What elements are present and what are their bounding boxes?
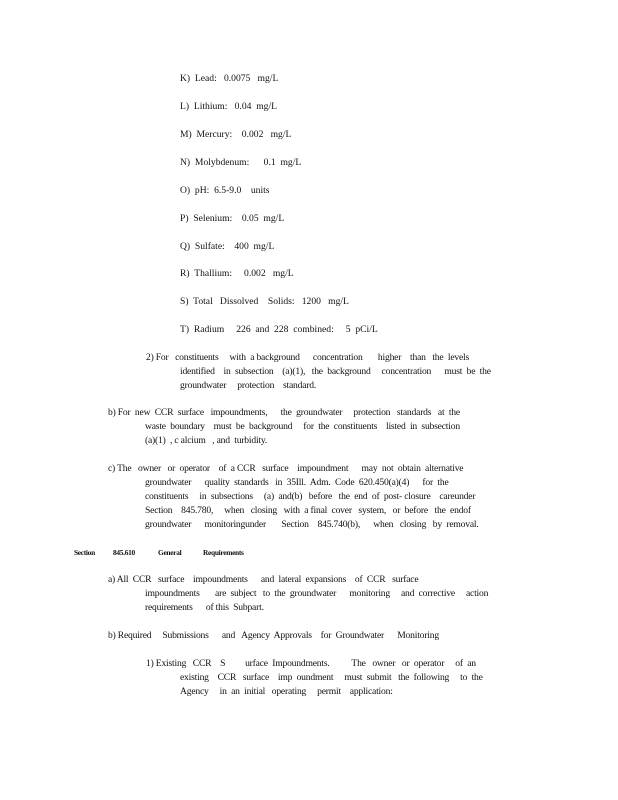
limit-ph: O) pH: 6.5-9.0 units — [180, 185, 270, 196]
paragraph-line: groundwater monitoringunder Section 845.740(b), when closing by removal. — [145, 519, 479, 530]
paragraph-line: waste boundary must be background for the constituents listed in subsection — [145, 421, 460, 432]
limit-molybdenum: N) Molybdenum: 0.1 mg/L — [180, 157, 302, 168]
paragraph-line: impoundments are subject to the groundwater monitoring and corrective action — [145, 588, 489, 599]
paragraph-line: existing CCR surface imp oundment must submit the following to the — [180, 672, 483, 683]
limit-mercury: M) Mercury: 0.002 mg/L — [180, 129, 292, 140]
paragraph-line: Section 845.780, when closing with a final cover system, or before the endof — [145, 505, 471, 516]
paragraph-line: 1) Existing CCR S urface Impoundments. The owner or operator of an — [146, 658, 476, 669]
section-title-word: Requirements — [203, 548, 244, 557]
limit-tds: S) Total Dissolved Solids: 1200 mg/L — [180, 296, 349, 307]
paragraph-line: Agency in an initial operating permit application: — [180, 686, 393, 697]
paragraph-line: 2) For constituents with a background concentration higher than the levels — [146, 352, 470, 363]
paragraph-line: a) All CCR surface impoundments and lateral expansions of CCR surface — [108, 574, 419, 585]
paragraph-line: requirements of this Subpart. — [145, 602, 264, 613]
limit-lithium: L) Lithium: 0.04 mg/L — [180, 101, 277, 112]
paragraph-line: identified in subsection (a)(1), the background concentration must be the — [180, 366, 491, 377]
section-number: 845.610 — [113, 548, 135, 557]
paragraph-line: (a)(1) , c alcium , and turbidity. — [145, 435, 268, 446]
limit-radium: T) Radium 226 and 228 combined: 5 pCi/L — [180, 324, 378, 335]
limit-selenium: P) Selenium: 0.05 mg/L — [180, 213, 285, 224]
paragraph-line: groundwater quality standards in 35Ill. Adm. Code 620.450(a)(4) for the — [145, 477, 449, 488]
section-paragraph-b: b) Required Submissions and Agency Approvals for Groundwater Monitoring — [108, 630, 439, 641]
limit-thallium: R) Thallium: 0.002 mg/L — [180, 268, 294, 279]
paragraph-line: b) For new CCR surface impoundments, the groundwater protection standards at the — [108, 407, 460, 418]
section-label: Section — [74, 548, 95, 557]
paragraph-line: constituents in subsections (a) and(b) before the end of post- closure careunder — [145, 491, 476, 502]
paragraph-line: c) The owner or operator of a CCR surface impoundment may not obtain alternative — [108, 463, 464, 474]
limit-lead: K) Lead: 0.0075 mg/L — [180, 73, 279, 84]
limit-sulfate: Q) Sulfate: 400 mg/L — [180, 241, 275, 252]
section-title-word: General — [158, 548, 182, 557]
paragraph-line: groundwater protection standard. — [180, 380, 317, 391]
